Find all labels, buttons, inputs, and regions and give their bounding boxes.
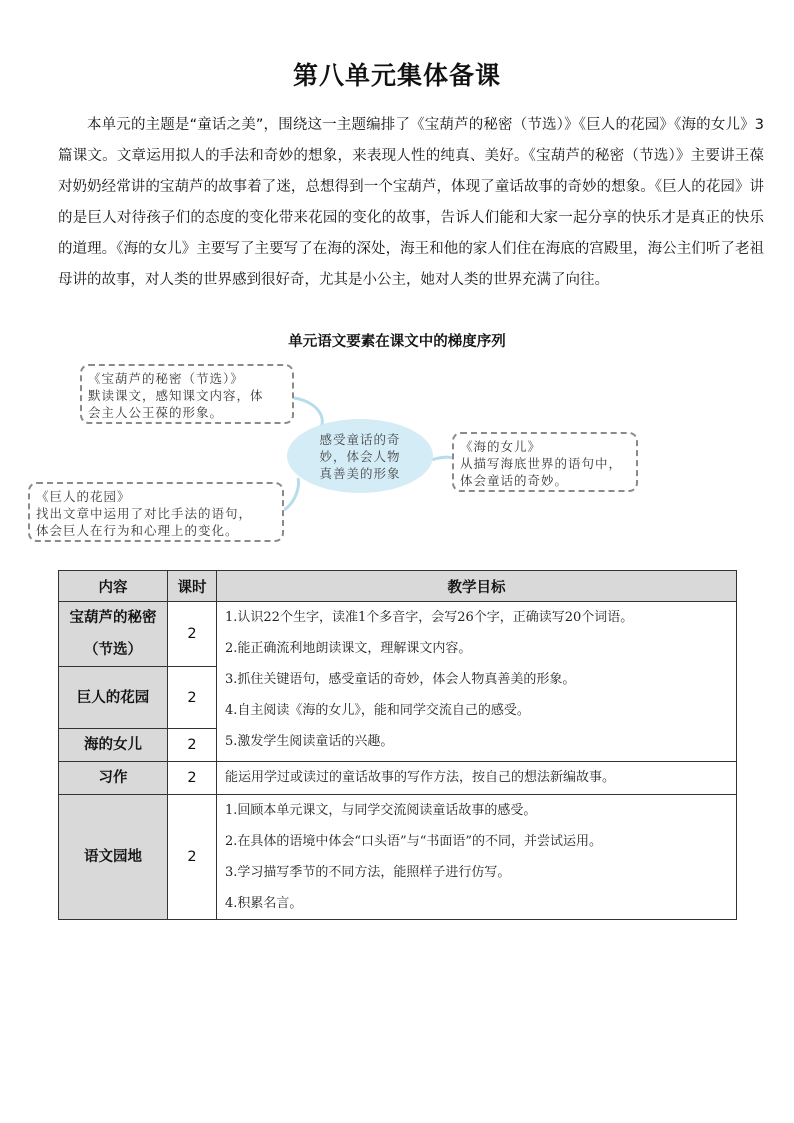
connector-right bbox=[430, 457, 452, 460]
objective-item: 5.激发学生阅读童话的兴趣。 bbox=[225, 734, 394, 749]
shared-objectives bbox=[217, 602, 737, 762]
diagram-title: 单元语文要素在课文中的梯度序列 bbox=[288, 334, 506, 350]
header-objectives: 教学目标 bbox=[217, 571, 737, 602]
writing-objective bbox=[217, 762, 737, 795]
header-content: 内容 bbox=[59, 571, 168, 602]
lesson-name: 巨人的花园 bbox=[59, 667, 168, 729]
lesson-hours: 2 bbox=[168, 602, 217, 667]
page-title: 第八单元集体备课 bbox=[292, 61, 501, 90]
diagram-box-line: 体会童话的奇妙。 bbox=[460, 473, 569, 488]
center-line: 妙，体会人物 bbox=[319, 449, 401, 464]
objective-item: 4.自主阅读《海的女儿》，能和同学交流自己的感受。 bbox=[225, 703, 530, 718]
lesson-hours: 2 bbox=[168, 667, 217, 729]
lesson-name-line: 宝葫芦的秘密 bbox=[69, 610, 157, 626]
table-header-row bbox=[59, 571, 737, 602]
diagram-box-sea-daughter bbox=[452, 432, 638, 492]
mind-map bbox=[0, 352, 794, 552]
objective-item: 2.在具体的语境中体会“口头语”与“书面语”的不同，并尝试运用。 bbox=[225, 834, 602, 849]
lesson-name: 习作 bbox=[59, 762, 168, 795]
table-row bbox=[59, 762, 737, 795]
diagram-box-title: 《宝葫芦的秘密（节选）》 bbox=[88, 371, 244, 386]
diagram-box-line: 找出文章中运用了对比手法的语句， bbox=[36, 506, 253, 521]
header-hours: 课时 bbox=[168, 571, 217, 602]
lesson-name: 海的女儿 bbox=[59, 729, 168, 762]
diagram-box-line: 体会巨人在行为和心理上的变化。 bbox=[36, 523, 239, 538]
lesson-hours: 2 bbox=[168, 795, 217, 920]
table-row bbox=[59, 795, 737, 920]
center-line: 感受童话的奇 bbox=[319, 432, 401, 447]
diagram-box-giant-garden bbox=[28, 482, 284, 542]
center-line: 真善美的形象 bbox=[319, 466, 401, 481]
objective-item: 1.回顾本单元课文，与同学交流阅读童话故事的感受。 bbox=[225, 803, 537, 818]
diagram-box-line: 从描写海底世界的语句中， bbox=[460, 456, 623, 471]
diagram-box-title: 《巨人的花园》 bbox=[36, 489, 131, 504]
teaching-goals-table bbox=[58, 570, 737, 920]
garden-objectives bbox=[217, 795, 737, 920]
diagram-box-baohulu bbox=[80, 364, 294, 424]
diagram-box-line: 默读课文，感知课文内容，体 bbox=[88, 388, 264, 403]
lesson-name-line: （节选） bbox=[84, 642, 142, 658]
table-row bbox=[59, 602, 737, 667]
connector-bottom-left bbox=[284, 478, 298, 510]
objective-item: 3.学习描写季节的不同方法，能照样子进行仿写。 bbox=[225, 865, 511, 880]
objective-item: 1.认识22个生字，读准1个多音字，会写26个字，正确读写20个词语。 bbox=[225, 610, 634, 625]
intro-paragraph: 本单元的主题是“童话之美”，围绕这一主题编排了《宝葫芦的秘密（节选）》《巨人的花园》《海的女儿》3篇课文。文章运用拟人的手法和奇妙的想象，来表现人性的纯真、美好。《宝葫芦的秘密（节选）》主要讲王葆对奶奶经常讲的宝葫芦的故事着了迷，总想得到一个宝葫芦，体现了童话故事的奇妙的想象。《巨人的花园》讲的是巨人对待孩子们的态度的变化带来花园的变化的故事，告诉人们能和大家一起分享的快乐才是真正的快乐的道理。《海的女儿》主要写了主要写了在海的深处，海王和他的家人们住在海底的宫殿里，海公主们听了老祖母讲的故事，对人类的世界感到很好奇，尤其是小公主，她对人类的世界充满了向往。 bbox=[58, 117, 764, 288]
diagram-box-title: 《海的女儿》 bbox=[460, 439, 542, 454]
objective-item: 2.能正确流利地朗读课文，理解课文内容。 bbox=[225, 641, 472, 656]
lesson-hours: 2 bbox=[168, 729, 217, 762]
diagram-box-line: 会主人公王葆的形象。 bbox=[88, 405, 224, 420]
diagram-center-node bbox=[287, 419, 433, 493]
objective-item: 能运用学过或读过的童话故事的写作方法，按自己的想法新编故事。 bbox=[225, 770, 616, 785]
lesson-hours: 2 bbox=[168, 762, 217, 795]
lesson-name: 语文园地 bbox=[59, 795, 168, 920]
objective-item: 4.积累名言。 bbox=[225, 896, 303, 911]
lesson-name bbox=[59, 602, 168, 667]
objective-item: 3.抓住关键语句，感受童话的奇妙，体会人物真善美的形象。 bbox=[225, 672, 576, 687]
